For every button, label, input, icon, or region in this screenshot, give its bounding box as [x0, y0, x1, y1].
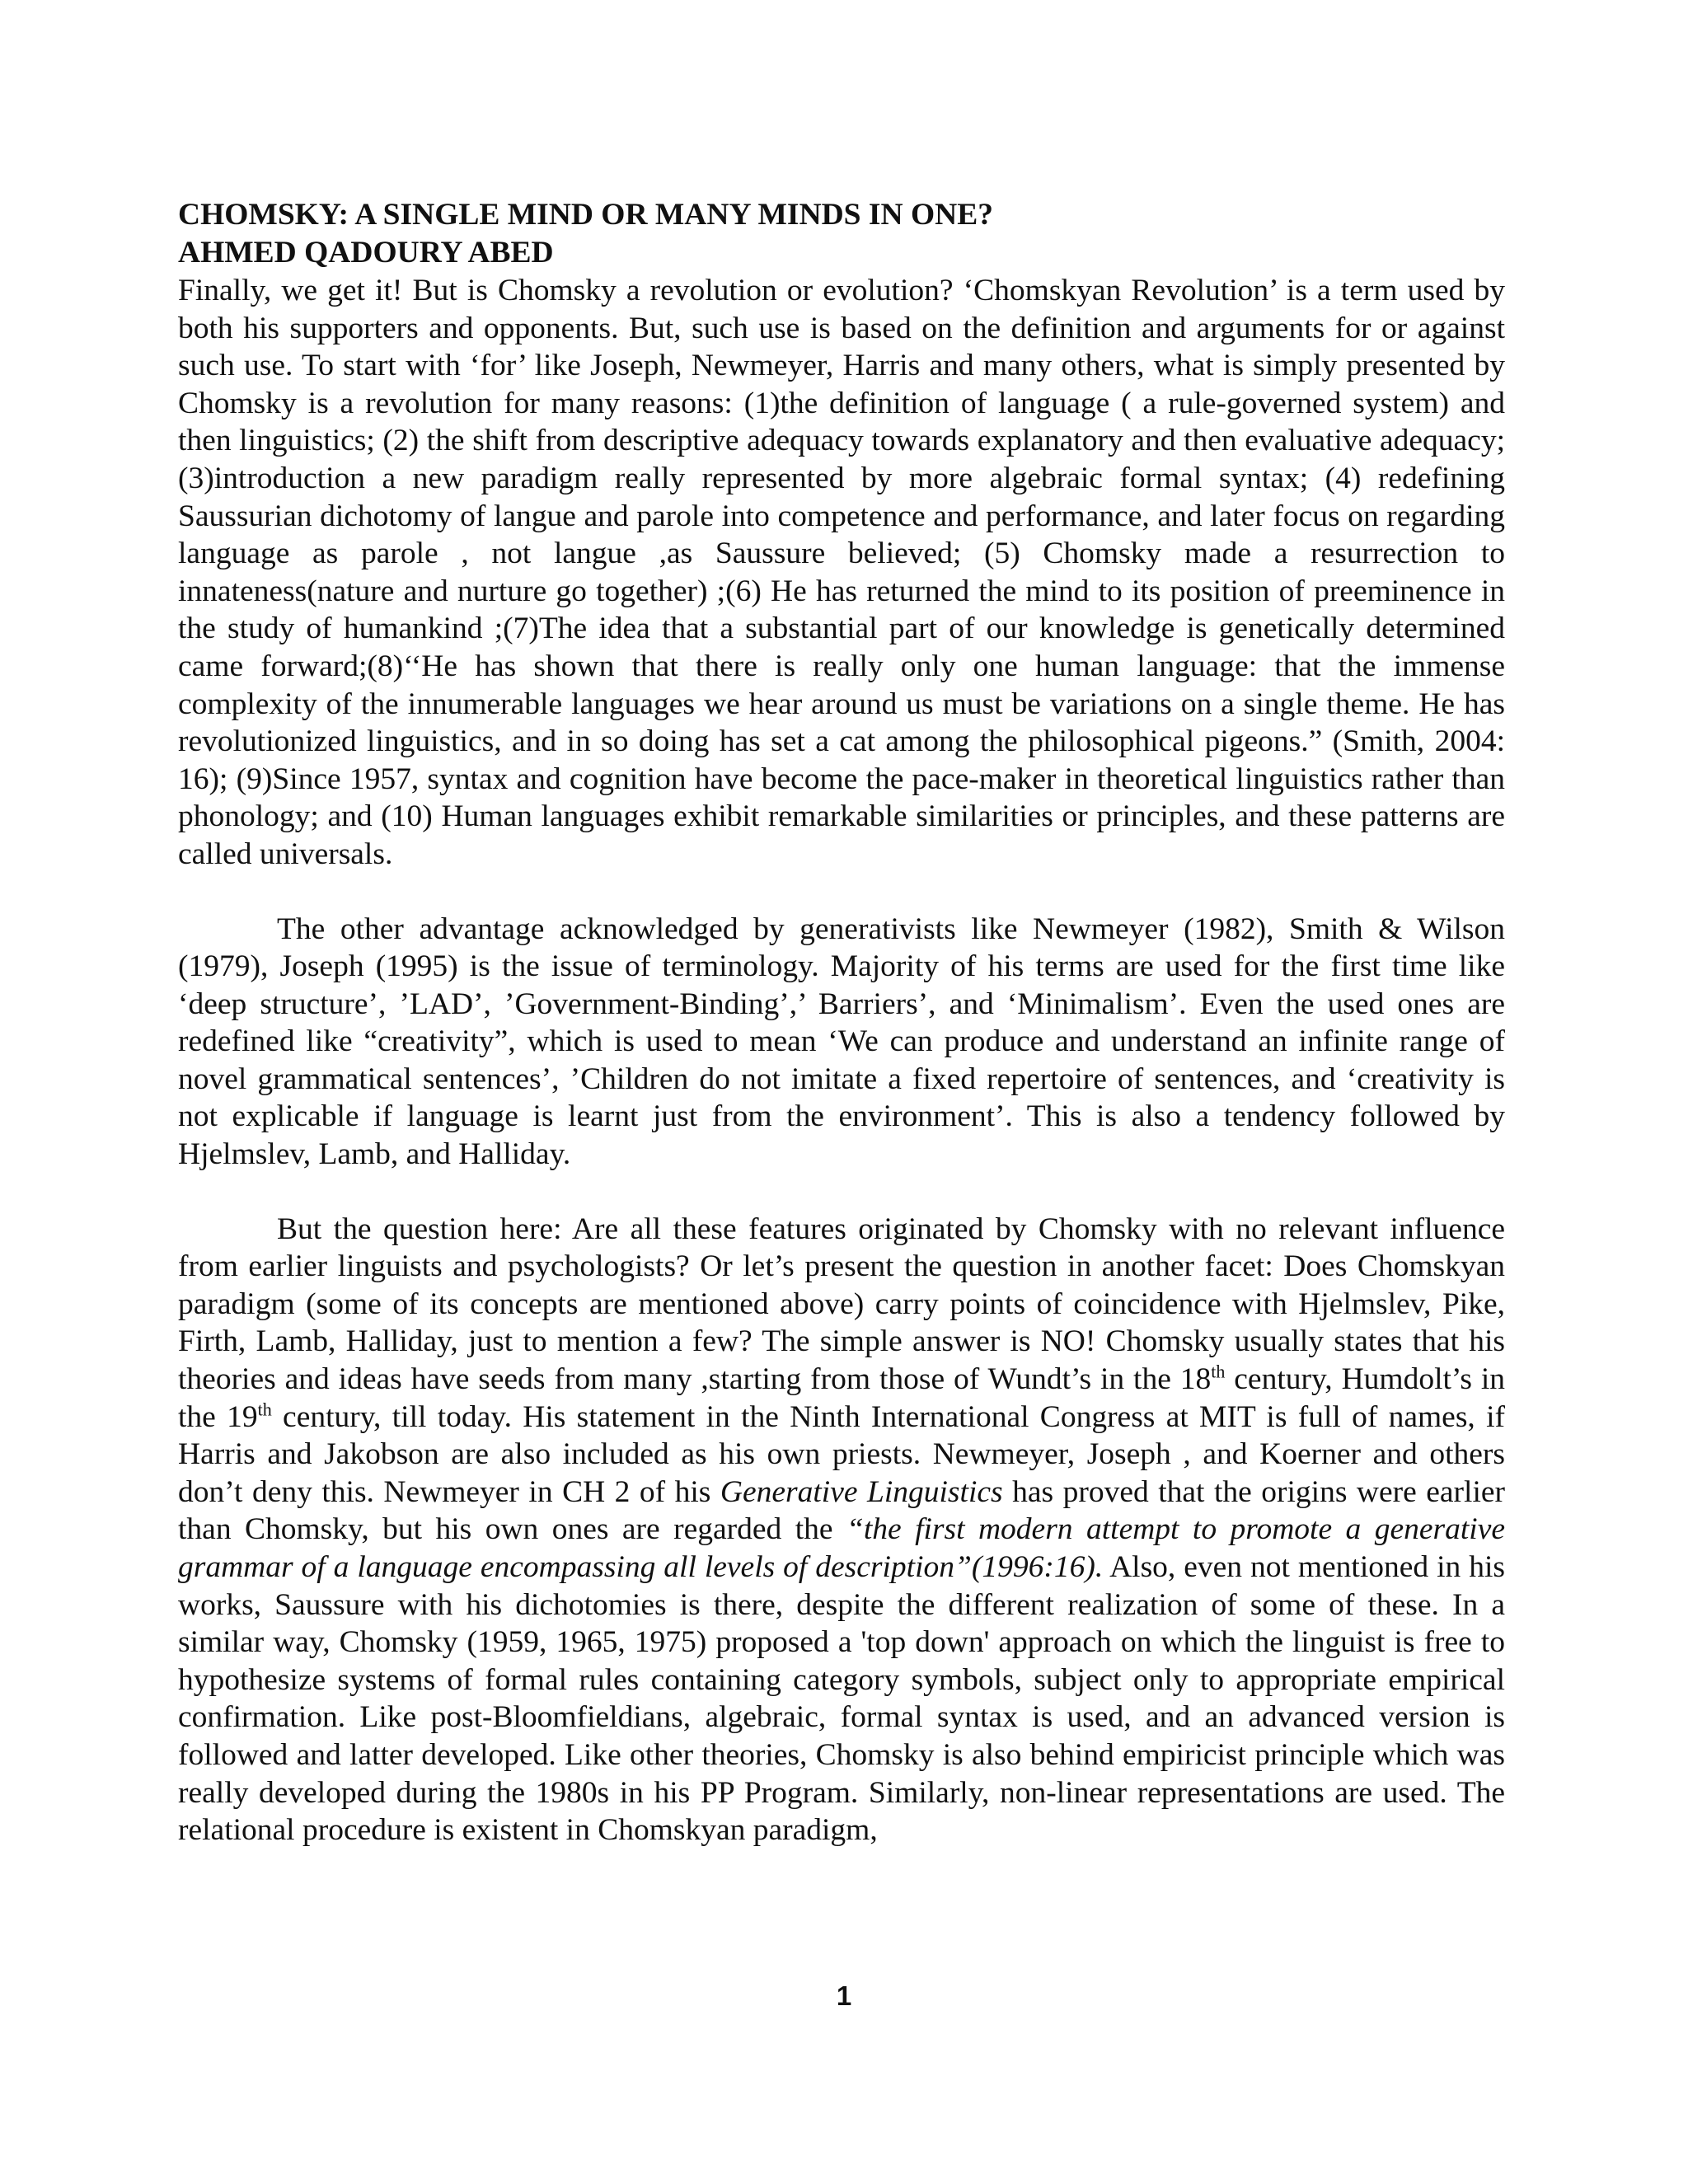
- superscript-th: th: [1211, 1361, 1226, 1382]
- paragraph-3-text: has proved that the origins were earlier than Chomsky, but his own ones are regarded the: [178, 1474, 1506, 1547]
- paragraph-3-text: Also, even not mentioned in his works, Saussure with his dichotomies is there, despite the different realization of some of these. In a similar way, Chomsky (1959, 1965, 1975) proposed a 'top down' approach on which the linguist is free to hypothesize systems of formal rules containing category symbols, subject only to appropriate empirical confirmation. Like post-Bloomfieldians, algebraic, formal syntax is used, and an advanced version is followed and latter developed. Like other theories, Chomsky is also behind empiricist principle which was really developed during the 1980s in his PP Program. Similarly, non-linear representations are used. The relational procedure is existent in Chomskyan paradigm,: [178, 1550, 1505, 1848]
- document-author: AHMED QADOURY ABED: [178, 236, 554, 269]
- superscript-th: th: [257, 1399, 272, 1420]
- paragraph-3-text: century, Humdolt’s in the 19: [178, 1362, 1505, 1434]
- book-title: Generative Linguistics: [720, 1474, 1003, 1509]
- page-number: 1: [836, 1980, 852, 2011]
- paragraph-3-text: But the question here: Are all these features originated by Chomsky with no relevant influence from earlier linguists and psychologists? Or let’s present the question in another facet: Does Chomskyan paradigm (some of its concepts are mentioned above) carry points of coincidence with Hjelmslev, Pike, Firth, Lamb, Halliday, just to mention a few? The simple answer is NO! Chomsky usually states that his theories and ideas have seeds from many ,starting from those of Wundt’s in the 18: [178, 1212, 1505, 1397]
- paragraph-3: [178, 1211, 1505, 1849]
- italic-quotation: “the first modern attempt to promote a generative grammar of a language encompassing all levels of description”(1996:16).: [178, 1512, 1505, 1584]
- document-title: CHOMSKY: A SINGLE MIND OR MANY MINDS IN ONE?: [178, 198, 993, 232]
- paragraph-2: The other advantage acknowledged by generativists like Newmeyer (1982), Smith & Wilson (1979), Joseph (1995) is the issue of terminology. Majority of his terms are used for the first time like ‘deep structure’, ’LAD’, ’Government-Binding’,’ Barriers’, and ‘Minimalism’. Even the used ones are redefined like “creativity”, which is used to mean ‘We can produce and understand an infinite range of novel grammatical sentences’, ’Children do not imitate a fixed repertoire of sentences, and ‘creativity is not explicable if language is learnt just from the environment’. This is also a tendency followed by Hjelmslev, Lamb, and Halliday.: [178, 912, 1505, 1172]
- paragraph-1: Finally, we get it! But is Chomsky a revolution or evolution? ‘Chomskyan Revolution’ is a term used by both his supporters and opponents. But, such use is based on the definition and arguments for or against such use. To start with ‘for’ like Joseph, Newmeyer, Harris and many others, what is simply presented by Chomsky is a revolution for many reasons: (1)the definition of language ( a rule-governed system) and then linguistics; (2) the shift from descriptive adequacy towards explanatory and then evaluative adequacy;(3)introduction a new paradigm really represented by more algebraic formal syntax; (4) redefining Saussurian dichotomy of langue and parole into competence and performance, and later focus on regarding language as parole , not langue ,as Saussure believed; (5) Chomsky made a resurrection to innateness(nature and nurture go together) ;(6) He has returned the mind to its position of preeminence in the study of humankind ;(7)The idea that a substantial part of our knowledge is genetically determined came forward;(8)‘‘He has shown that there is really only one human language: that the immense complexity of the innumerable languages we hear around us must be variations on a single theme. He has revolutionized linguistics, and in so doing has set a cat among the philosophical pigeons.” (Smith, 2004: 16); (9)Since 1957, syntax and cognition have become the pace-maker in theoretical linguistics rather than phonology; and (10) Human languages exhibit remarkable similarities or principles, and these patterns are called universals.: [178, 274, 1505, 871]
- document-page: [178, 196, 1505, 1849]
- paragraph-3-text: century, till today. His statement in the Ninth International Congress at MIT is full of names, if Harris and Jakobson are also included as his own priests. Newmeyer, Joseph , and Koerner and others don’t deny this. Newmeyer in CH 2 of his: [178, 1399, 1505, 1509]
